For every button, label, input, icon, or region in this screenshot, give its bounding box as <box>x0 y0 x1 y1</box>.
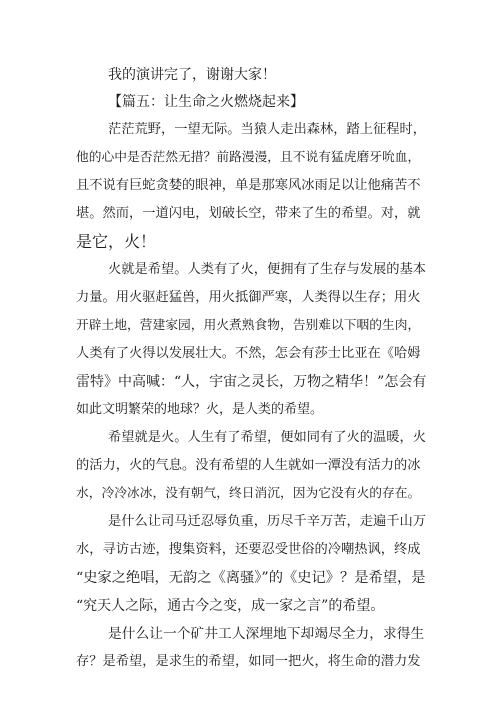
paragraph-line: 如此文明繁荣的地球？火，是人类的希望。 <box>76 402 324 417</box>
paragraph-line: 是什么让司马迁忍辱负重，历尽千辛万苦，走遍千山万 <box>108 514 427 529</box>
paragraph-line: 力量。用火驱赶猛兽，用火抵御严寒，人类得以生存；用火 <box>76 290 421 305</box>
paragraph-line: 希望就是火。人生有了希望，便如同有了火的温暖，火 <box>108 430 427 445</box>
paragraph-line: 且不说有巨蛇贪婪的眼神，单是那寒风冰雨足以让他痛苦不 <box>76 178 421 193</box>
paragraph-line: “史家之绝唱，无韵之《离骚》”的《史记》？是希望，是 <box>76 570 426 586</box>
section-heading: 【篇五：让生命之火燃烧起来】 <box>108 94 304 110</box>
paragraph-line: 茫茫荒野，一望无际。当猿人走出森林，踏上征程时， <box>108 122 427 137</box>
paragraph-line: “究天人之际，通古今之变，成一家之言”的希望。 <box>76 598 385 614</box>
paragraph-line: 雷特》中高喊：“人，宇宙之灵长，万物之精华！”怎会有 <box>76 374 427 390</box>
paragraph-line: 人类有了火得以发展壮大。不然，怎会有莎士比亚在《哈姆 <box>76 346 421 361</box>
closing-line: 我的演讲完了，谢谢大家！ <box>108 67 276 83</box>
paragraph-line: 水，寻访古迹，搜集资料，还要忍受世俗的冷嘲热讽，终成 <box>76 542 421 557</box>
paragraph-line: 的活力，火的气息。没有希望的人生就如一潭没有活力的冰 <box>76 458 421 473</box>
paragraph-line: 是它，火！ <box>76 232 157 251</box>
paragraph-line: 堪。然而，一道闪电，划破长空，带来了生的希望。对，就 <box>76 206 421 221</box>
paragraph-line: 水，冷冷冰冰，没有朝气，终日消沉，因为它没有火的存在。 <box>76 486 421 501</box>
paragraph-line: 是什么让一个矿井工人深埋地下却竭尽全力，求得生 <box>108 626 425 642</box>
paragraph-line: 开辟土地，营建家园，用火煮熟食物，告别难以下咽的生肉， <box>76 318 421 333</box>
paragraph-line: 存？是希望，是求生的希望，如同一把火，将生命的潜力发 <box>76 654 421 669</box>
paragraph-line: 火就是希望。人类有了火，便拥有了生存与发展的基本 <box>108 262 427 277</box>
paragraph-line: 他的心中是否茫然无措？前路漫漫，且不说有猛虎磨牙吮血， <box>76 150 421 165</box>
